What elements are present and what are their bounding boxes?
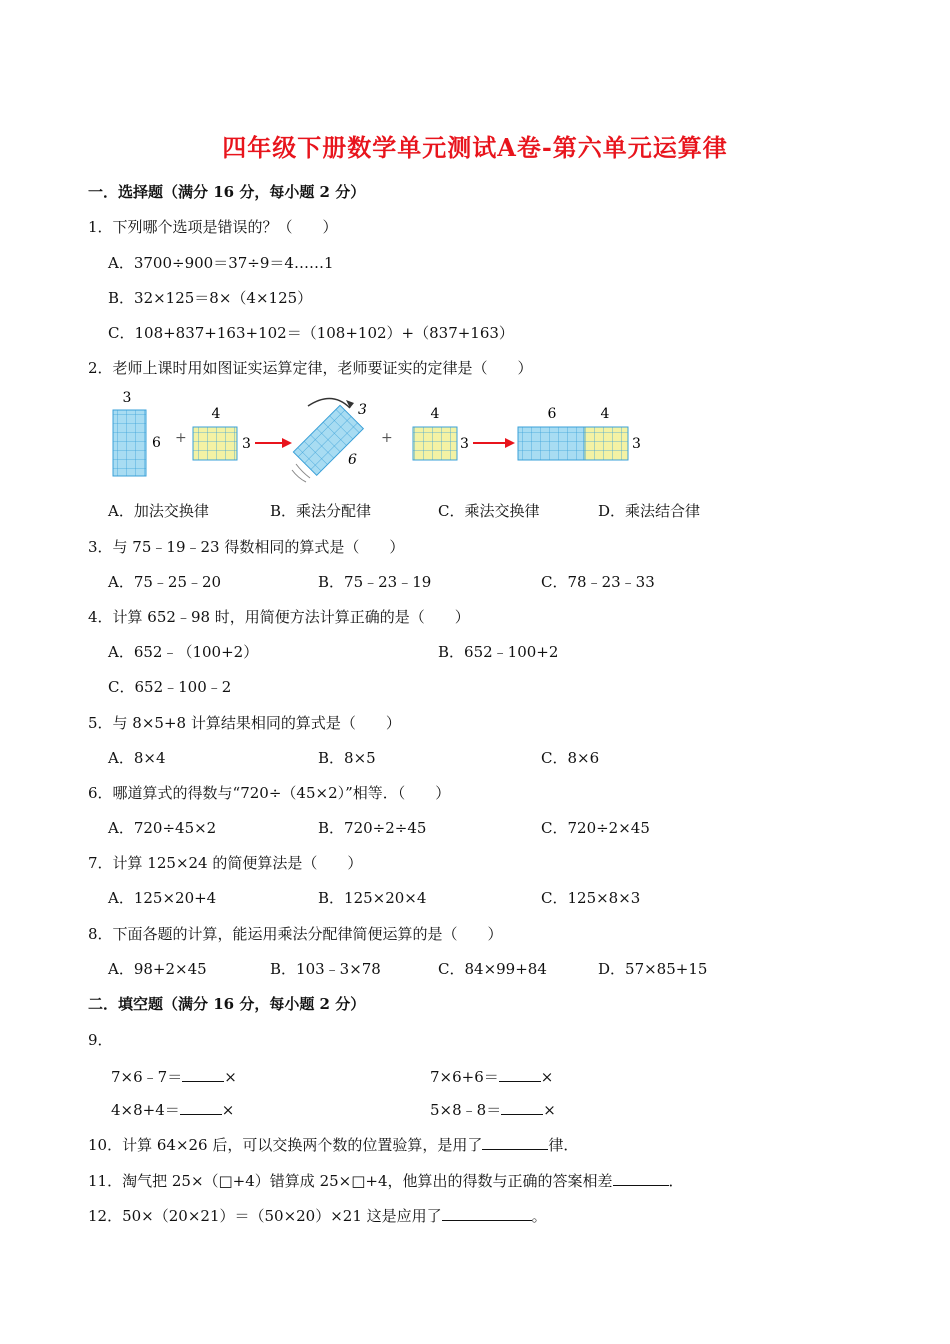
- q2-fig-rot-side-label: 6: [348, 452, 357, 468]
- q2-stem: 2．老师上课时用如图证实运算定律，老师要证实的定律是（ ）: [88, 359, 533, 377]
- q2-option-c: C．乘法交换律: [438, 502, 540, 520]
- q5-stem: 5．与 8×5+8 计算结果相同的算式是（ ）: [88, 714, 401, 732]
- q9-expr-3: [111, 1100, 234, 1119]
- q8-option-c: C．84×99+84: [438, 960, 547, 978]
- q6-stem: 6．哪道算式的得数与“720÷（45×2）”相等．（ ）: [88, 784, 451, 802]
- q4-stem: 4．计算 652﹣98 时，用简便方法计算正确的是（ ）: [88, 608, 470, 626]
- q2-fig-rot-top-label: 3: [358, 402, 367, 418]
- q8-stem: 8．下面各题的计算，能运用乘法分配律简便运算的是（ ）: [88, 925, 503, 943]
- q3-option-b: B．75﹣23﹣19: [318, 573, 432, 591]
- q9-expr-1-left: 7×6﹣7＝: [111, 1068, 183, 1086]
- q2-fig-g2-side-label: 3: [242, 436, 251, 452]
- q2-fig-yellow-grid-4x3: [193, 427, 237, 460]
- q7-stem: 7．计算 125×24 的简便算法是（ ）: [88, 854, 363, 872]
- q2-fig-arrow-1: [255, 438, 292, 448]
- section-heading-fill: 二．填空题（满分 16 分，每小题 2 分）: [88, 995, 366, 1013]
- q12: [88, 1206, 547, 1225]
- q3-option-a: A．75﹣25﹣20: [108, 573, 222, 591]
- q1-option-c: C．108+837+163+102＝（108+102）+（837+163）: [108, 324, 514, 342]
- q7-option-a: A．125×20+4: [108, 889, 217, 907]
- q2-fig-g4-top-label-a: 6: [547, 406, 557, 422]
- q1-option-a: A．3700÷900＝37÷9＝4……1: [108, 254, 334, 272]
- page-title: 四年级下册数学单元测试A卷-第六单元运算律: [222, 133, 728, 162]
- q9-number: 9．: [88, 1031, 113, 1049]
- q3-option-c: C．78﹣23﹣33: [541, 573, 655, 591]
- q9-expr-2: [430, 1067, 553, 1086]
- q2-fig-g3-side-label: 3: [460, 436, 469, 452]
- q2-fig-motion-lines: [292, 464, 310, 482]
- q6-option-b: B．720÷2÷45: [318, 819, 427, 837]
- q2-fig-blue-grid-6x3: [518, 427, 584, 460]
- q2-fig-g4-top-label-b: 4: [600, 406, 610, 422]
- q5-option-a: A．8×4: [108, 749, 166, 767]
- q9-expr-1-op: ×: [224, 1068, 237, 1086]
- q6-option-c: C．720÷2×45: [541, 819, 650, 837]
- q7-option-c: C．125×8×3: [541, 889, 641, 907]
- q4-option-a: A．652﹣（100+2）: [108, 643, 259, 661]
- q11: [88, 1171, 684, 1190]
- q9-expr-1-blank[interactable]: [182, 1067, 224, 1082]
- q2-fig-blue-grid-3x6: [113, 410, 146, 476]
- q5-option-b: B．8×5: [318, 749, 376, 767]
- q2-fig-yellow-grid-4x3-b: [413, 427, 457, 460]
- q10-tail: 律．: [548, 1136, 579, 1154]
- q4-option-b: B．652﹣100+2: [438, 643, 559, 661]
- q7-option-b: B．125×20×4: [318, 889, 427, 907]
- q2-fig-plus-1: +: [175, 430, 187, 446]
- q8-option-b: B．103﹣3×78: [270, 960, 381, 978]
- q2-fig-g2-top-label: 4: [211, 406, 221, 422]
- q9-expr-4-blank[interactable]: [501, 1100, 543, 1115]
- q9-expr-4-op: ×: [543, 1101, 556, 1119]
- q2-fig-rotation-arrowhead: [346, 400, 354, 408]
- q11-blank[interactable]: [613, 1171, 669, 1186]
- q9-expr-3-op: ×: [221, 1101, 235, 1119]
- q2-option-d: D．乘法结合律: [598, 502, 701, 520]
- q1-option-b: B．32×125＝8×（4×125）: [108, 289, 313, 307]
- q9-expr-3-blank[interactable]: [180, 1100, 222, 1115]
- q9-expr-2-left: 7×6+6＝: [430, 1068, 499, 1086]
- q11-stem: 11．淘气把 25×（□+4）错算成 25×□+4，他算出的得数与正确的答案相差: [88, 1172, 613, 1190]
- q10-blank[interactable]: [482, 1135, 548, 1150]
- q9-expr-2-blank[interactable]: [499, 1067, 541, 1082]
- q1-stem: 1．下列哪个选项是错误的？（ ）: [88, 218, 338, 236]
- q11-tail: ．: [668, 1172, 684, 1190]
- q2-fig-arrow-2: [473, 438, 515, 448]
- q8-option-a: A．98+2×45: [108, 960, 207, 978]
- q3-stem: 3．与 75﹣19﹣23 得数相同的算式是（ ）: [88, 538, 405, 556]
- q9-expr-4-left: 5×8﹣8＝: [430, 1101, 502, 1119]
- q12-tail: 。: [531, 1207, 547, 1225]
- q12-blank[interactable]: [442, 1206, 532, 1221]
- q2-fig-rotation-arrow: [308, 398, 350, 408]
- q4-option-c: C．652﹣100﹣2: [108, 678, 232, 696]
- q2-option-b: B．乘法分配律: [270, 502, 372, 520]
- q2-fig-yellow-grid-4x3-c: [584, 427, 628, 460]
- q2-fig-g1-side-label: 6: [152, 435, 161, 451]
- q10: [88, 1135, 578, 1154]
- q8-option-d: D．57×85+15: [598, 960, 708, 978]
- q9-expr-1: [111, 1067, 237, 1086]
- q9-expr-3-left: 4×8+4＝: [111, 1101, 180, 1119]
- q6-option-a: A．720÷45×2: [108, 819, 217, 837]
- q9-expr-4: [430, 1100, 556, 1119]
- q2-figure: [100, 388, 660, 488]
- q2-fig-plus-2: +: [381, 430, 393, 446]
- q10-stem: 10．计算 64×26 后，可以交换两个数的位置验算，是用了: [88, 1136, 483, 1154]
- q2-fig-g4-side-label: 3: [632, 436, 641, 452]
- q9-expr-2-op: ×: [540, 1068, 554, 1086]
- q2-option-a: A．加法交换律: [108, 502, 209, 520]
- q5-option-c: C．8×6: [541, 749, 600, 767]
- q2-fig-g3-top-label: 4: [430, 406, 440, 422]
- q2-fig-g1-top-label: 3: [122, 390, 132, 406]
- q12-stem: 12．50×（20×21）＝（50×20）×21 这是应用了: [88, 1207, 442, 1225]
- section-heading-choice: 一．选择题（满分 16 分，每小题 2 分）: [88, 183, 366, 201]
